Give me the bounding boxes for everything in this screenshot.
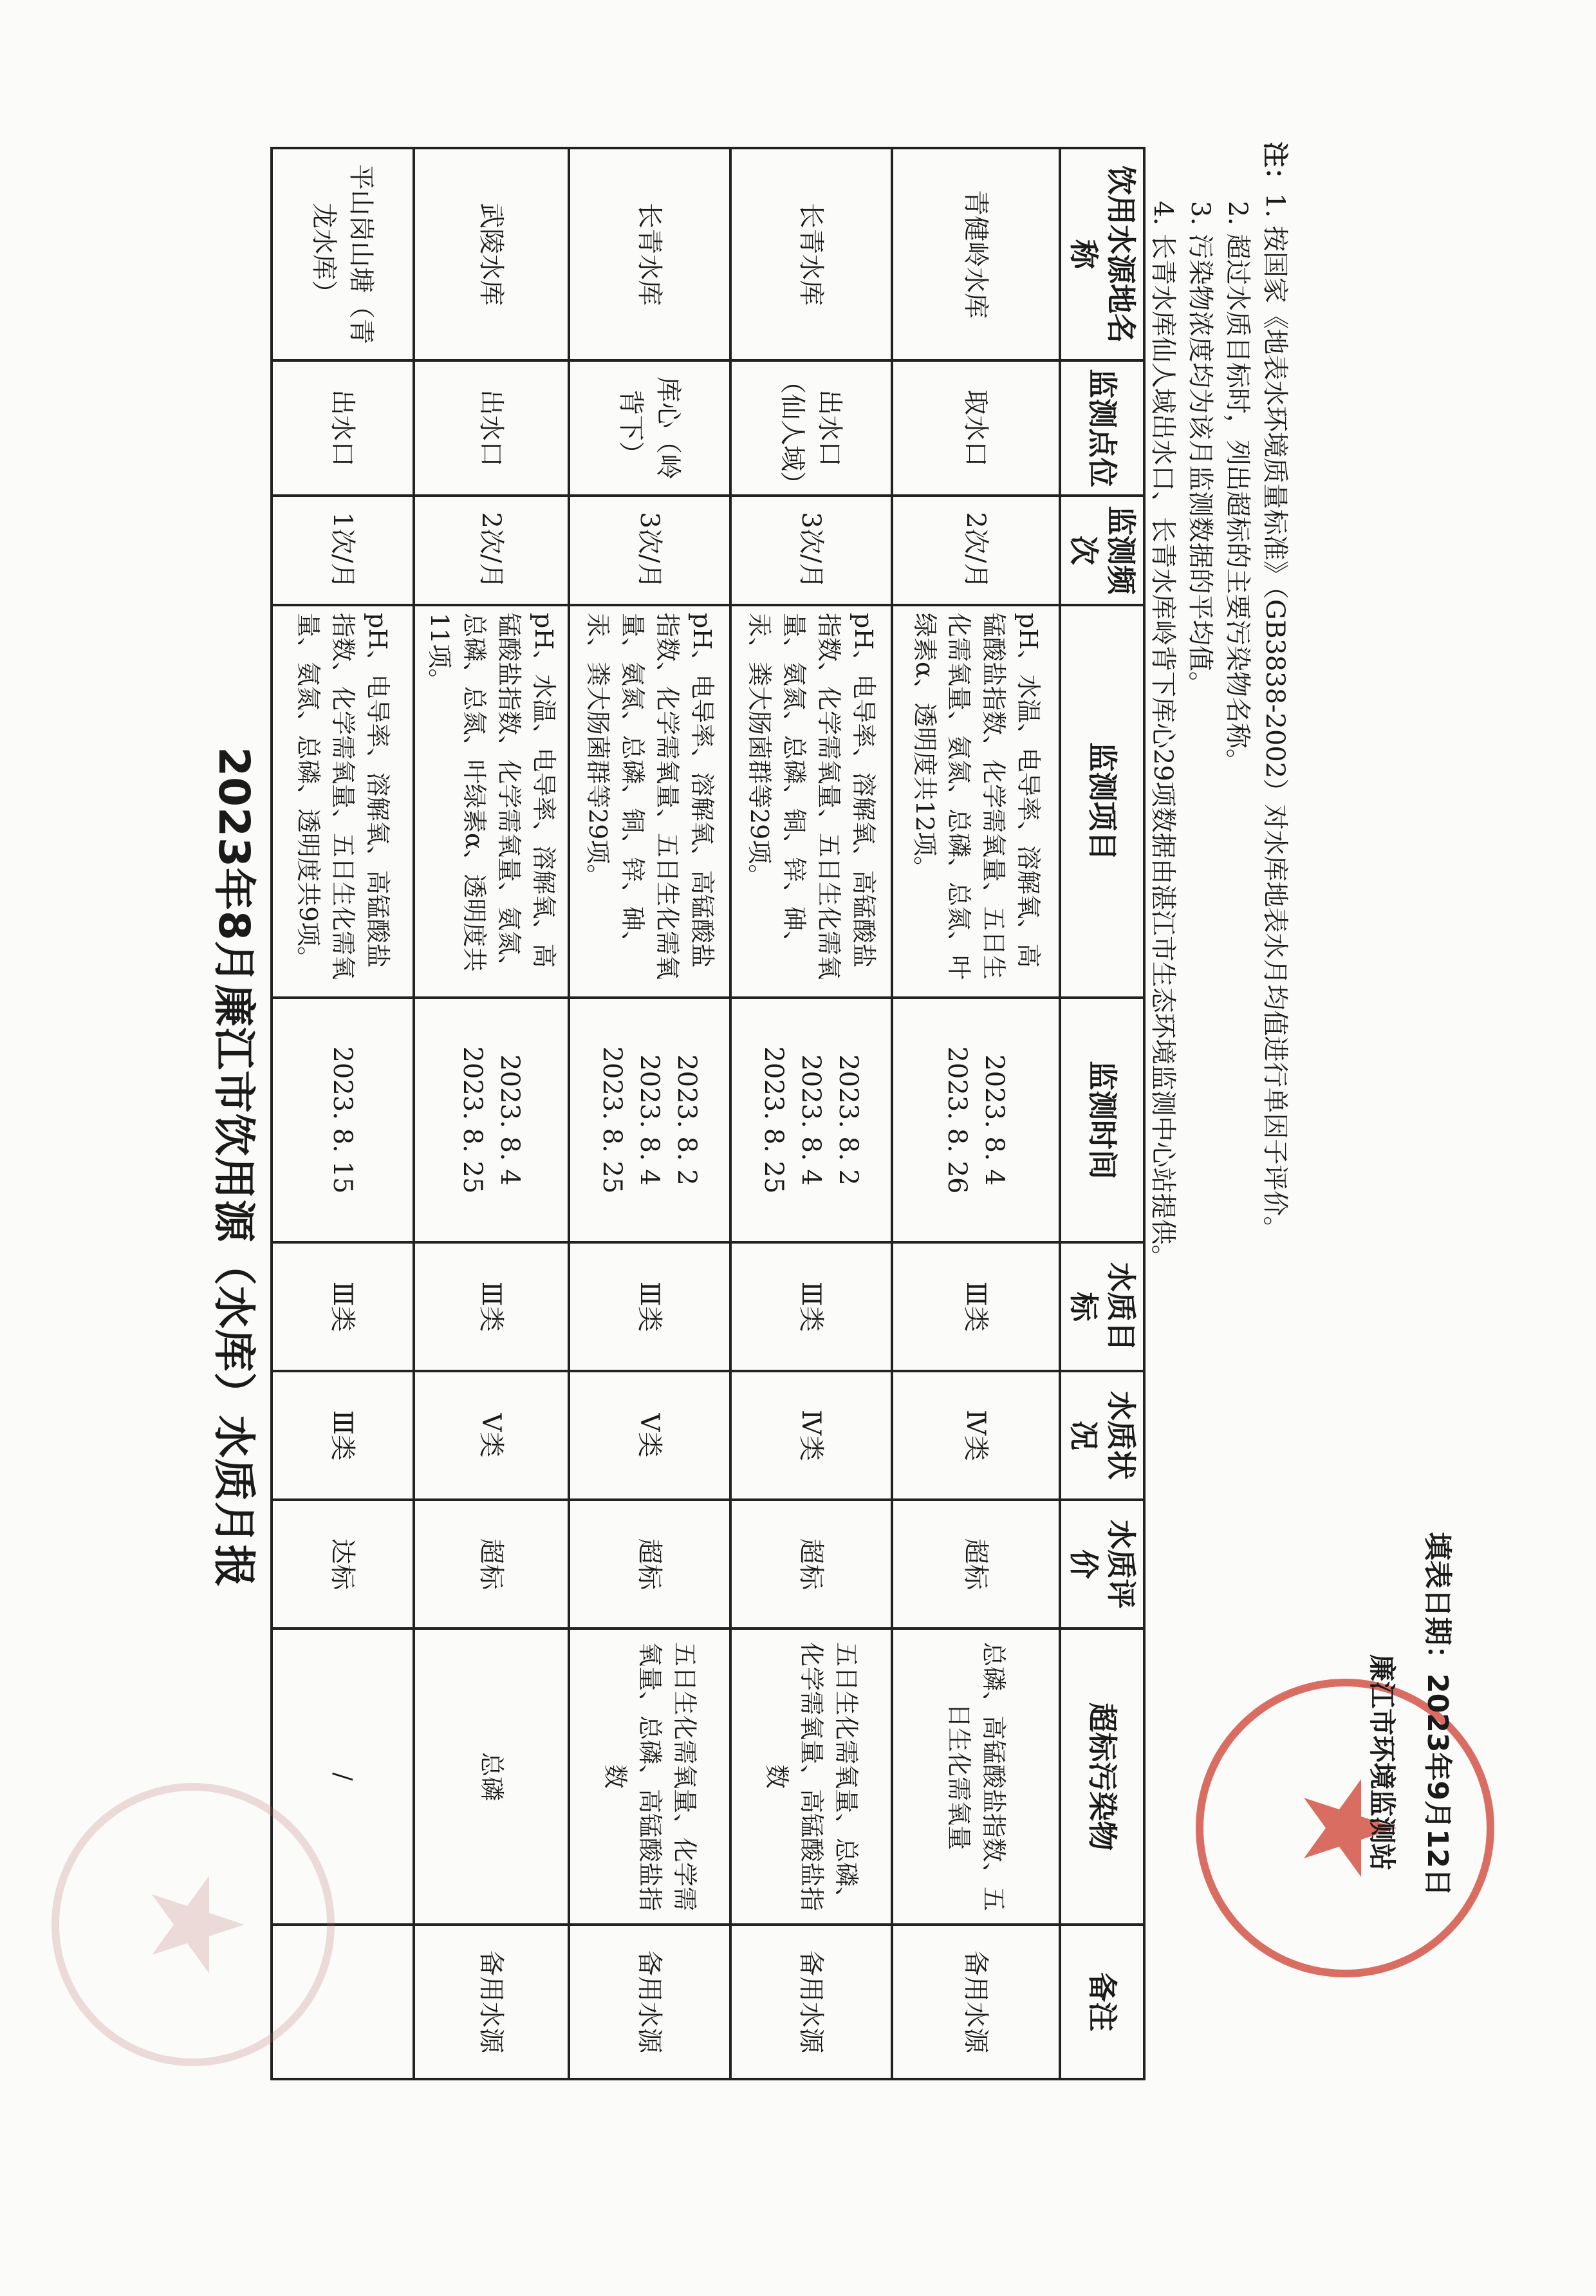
remark-cell: 备用水源 — [730, 1925, 892, 2079]
freq-cell: 1次/月 — [272, 496, 414, 605]
time-cell — [730, 998, 892, 1242]
pollutants-cell: 五日生化需氧量、化学需氧量、总磷、高锰酸盐指数 — [569, 1629, 730, 1925]
remark-cell: 备用水源 — [892, 1925, 1060, 2079]
time-cell — [892, 998, 1060, 1242]
target-cell: Ⅲ类 — [892, 1242, 1060, 1371]
source-cell: 平山岗山塘（青龙水库） — [272, 148, 414, 360]
eval-cell: 超标 — [892, 1500, 1060, 1629]
items-cell: pH、水温、电导率、溶解氧、高锰酸盐指数、化学需氧量、五日生化需氧量、氨氮、总磷、总氮、叶绿素α、透明度共12项。 — [892, 605, 1060, 998]
page-title: 2023年8月廉江市饮用源（水库）水质月报 — [209, 747, 259, 1588]
pollutants-cell: 总磷 — [414, 1629, 569, 1925]
status-cell: Ⅲ类 — [272, 1371, 414, 1500]
eval-cell: 超标 — [730, 1500, 892, 1629]
note-line: 3. 污染物浓度均为该月监测数据的平均值。 — [1185, 201, 1215, 697]
time-cell — [414, 998, 569, 1242]
table-row — [730, 148, 892, 2079]
notes-label: 注： — [1260, 142, 1290, 193]
fill-date: 填表日期：2023年9月12日 — [1421, 1532, 1454, 1897]
items-cell: pH、电导率、溶解氧、高锰酸盐指数、化学需氧量、五日生化需氧量、氨氮、总磷、透明度共9项。 — [272, 605, 414, 998]
pollutants-cell: 五日生化需氧量、总磷、化学需氧量、高锰酸盐指数 — [730, 1629, 892, 1925]
table-header-row — [1060, 148, 1144, 2079]
time-value: 2023. 8. 25 — [458, 1046, 488, 1194]
time-value: 2023. 8. 25 — [759, 1046, 789, 1194]
freq-cell: 3次/月 — [730, 496, 892, 605]
table-row — [892, 148, 1060, 2079]
source-cell: 青健岭水库 — [892, 148, 1060, 360]
table-row — [414, 148, 569, 2079]
time-value: 2023. 8. 4 — [979, 1054, 1010, 1186]
remark-cell: 备用水源 — [414, 1925, 569, 2079]
time-value: 2023. 8. 4 — [796, 1054, 826, 1186]
source-cell: 武陵水库 — [414, 148, 569, 360]
status-cell: Ⅳ类 — [892, 1371, 1060, 1500]
eval-cell: 超标 — [569, 1500, 730, 1629]
header-pollutants: 超标污染物 — [1060, 1629, 1144, 1925]
remark-cell: 备用水源 — [569, 1925, 730, 2079]
freq-cell: 2次/月 — [414, 496, 569, 605]
time-value: 2023. 8. 2 — [833, 1054, 864, 1186]
table-row — [569, 148, 730, 2079]
note-line: 2. 超过水质目标时，列出超标的主要污染物名称。 — [1223, 201, 1252, 774]
items-cell: pH、电导率、溶解氧、高锰酸盐指数、化学需氧量、五日生化需氧量、氨氮、总磷、铜、锌、砷、汞、粪大肠菌群等29项。 — [730, 605, 892, 998]
freq-cell: 2次/月 — [892, 496, 1060, 605]
header-items: 监测项目 — [1060, 605, 1144, 998]
time-value: 2023. 8. 2 — [672, 1054, 702, 1186]
target-cell: Ⅲ类 — [414, 1242, 569, 1371]
note-text: 1. 按国家《地表水环境质量标准》（GB3838-2002）对水库地表水月均值进行单因子评价。 — [1260, 193, 1290, 1242]
time-value: 2023. 8. 26 — [942, 1046, 972, 1194]
time-value: 2023. 8. 25 — [597, 1046, 627, 1194]
point-cell: 取水口 — [892, 360, 1060, 496]
freq-cell: 3次/月 — [569, 496, 730, 605]
point-cell: 出水口（仙人域） — [730, 360, 892, 496]
items-cell: pH、水温、电导率、溶解氧、高锰酸盐指数、化学需氧量、氨氮、总磷、总氮、叶绿素α、透明度共11项。 — [414, 605, 569, 998]
status-cell: Ⅴ类 — [414, 1371, 569, 1500]
header-source: 饮用水源地名称 — [1060, 148, 1144, 360]
time-value: 2023. 8. 4 — [635, 1054, 665, 1186]
faint-seal-icon — [45, 1777, 341, 2073]
time-cell — [569, 998, 730, 1242]
pollutants-cell: / — [272, 1629, 414, 1925]
time-value: 2023. 8. 4 — [495, 1054, 525, 1186]
target-cell: Ⅲ类 — [272, 1242, 414, 1371]
eval-cell: 达标 — [272, 1500, 414, 1629]
eval-cell: 超标 — [414, 1500, 569, 1629]
point-cell: 库心（岭背下） — [569, 360, 730, 496]
point-cell: 出水口 — [272, 360, 414, 496]
header-target: 水质目标 — [1060, 1242, 1144, 1371]
header-status: 水质状况 — [1060, 1371, 1144, 1500]
header-point: 监测点位 — [1060, 360, 1144, 496]
table-body — [272, 148, 1060, 2079]
header-eval: 水质评价 — [1060, 1500, 1144, 1629]
time-cell — [272, 998, 414, 1242]
time-value: 2023. 8. 15 — [328, 1046, 358, 1194]
header-freq: 监测频次 — [1060, 496, 1144, 605]
header-time: 监测时间 — [1060, 998, 1144, 1242]
header-remark: 备注 — [1060, 1925, 1144, 2079]
status-cell: Ⅴ类 — [569, 1371, 730, 1500]
point-cell: 出水口 — [414, 360, 569, 496]
target-cell: Ⅲ类 — [569, 1242, 730, 1371]
items-cell: pH、电导率、溶解氧、高锰酸盐指数、化学需氧量、五日生化需氧量、氨氮、总磷、铜、锌、砷、汞、粪大肠菌群等29项。 — [569, 605, 730, 998]
target-cell: Ⅲ类 — [730, 1242, 892, 1371]
water-quality-table — [270, 147, 1146, 2080]
status-cell: Ⅳ类 — [730, 1371, 892, 1500]
note-line: 4. 长青水库仙人域出水口、长青水库岭背下库心29项数据由湛江市生态环境监测中心站提供。 — [1148, 201, 1178, 1271]
station-name: 廉江市环境监测站 — [1366, 1654, 1398, 1871]
pollutants-cell: 总磷、高锰酸盐指数、五日生化需氧量 — [892, 1629, 1060, 1925]
source-cell: 长青水库 — [730, 148, 892, 360]
source-cell: 长青水库 — [569, 148, 730, 360]
